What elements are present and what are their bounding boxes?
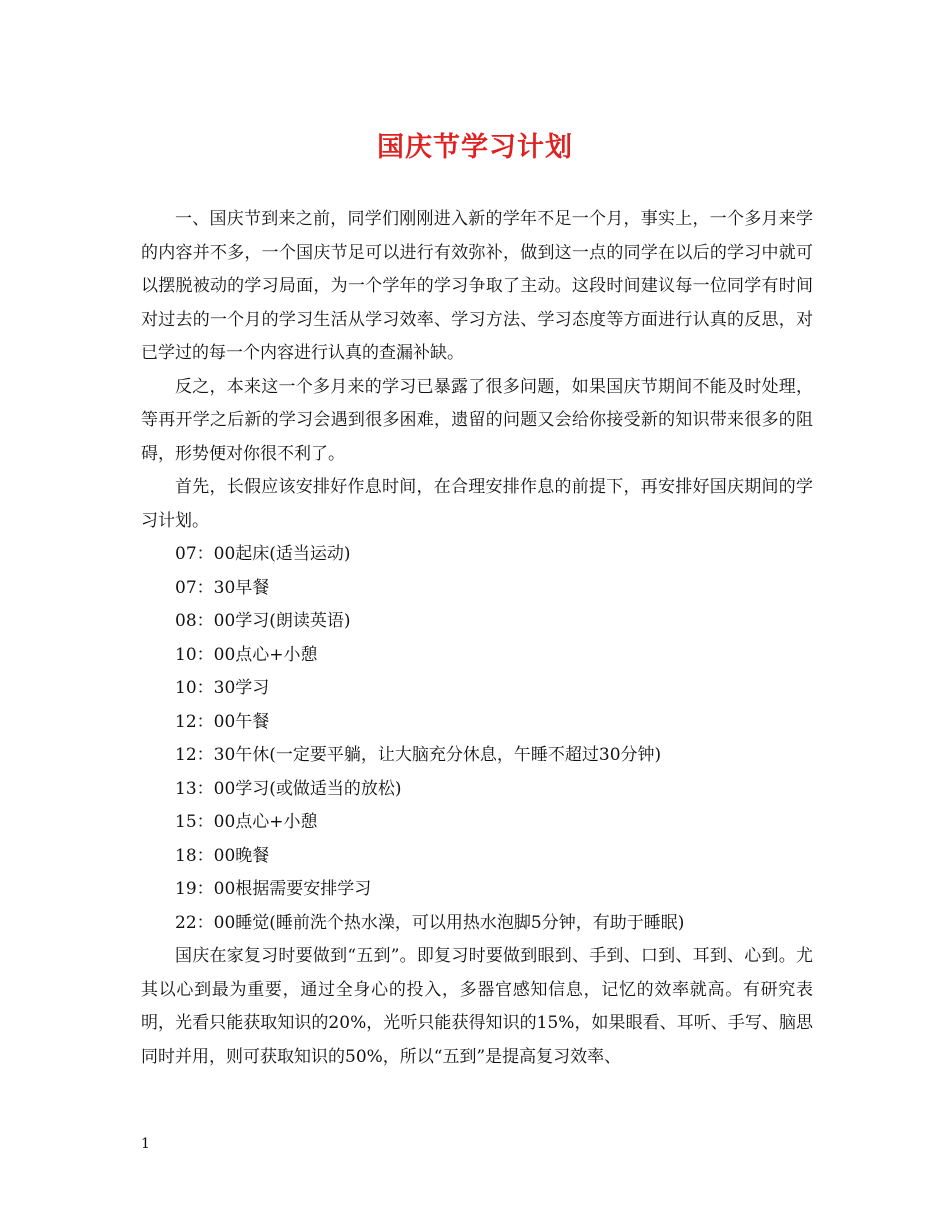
schedule-item: 19：00根据需要安排学习	[175, 879, 372, 899]
schedule-item: 15：00点心+小憩	[175, 812, 318, 832]
paragraph-intro: 一、国庆节到来之前，同学们刚刚进入新的学年不足一个月，事实上，一个多月来学的内容并不多，一个国庆节足可以进行有效弥补，做到这一点的同学在以后的学习中就可以摆脱被动的学习局面，为一个学年的学习争取了主动。这段时间建议每一位同学有时间对过去的一个月的学习生活从学习效率、学习方法、学习态度等方面进行认真的反思，对已学过的每一个内容进行认真的查漏补缺。	[141, 209, 813, 363]
paragraph-conversely: 反之，本来这一个多月来的学习已暴露了很多问题，如果国庆节期间不能及时处理，等再开学之后新的学习会遇到很多困难，遗留的问题又会给你接受新的知识带来很多的阻碍，形势便对你很不利了。	[141, 376, 813, 464]
paragraph-first: 首先，长假应该安排好作息时间，在合理安排作息的前提下，再安排好国庆期间的学习计划。	[141, 477, 813, 531]
page-title: 国庆节学习计划	[377, 132, 573, 163]
schedule-item: 18：00晚餐	[175, 845, 270, 866]
schedule-item: 10：00点心+小憩	[175, 644, 318, 665]
schedule-item: 07：00起床(适当运动)	[175, 544, 351, 564]
schedule-item: 13：00学习(或做适当的放松)	[175, 778, 402, 799]
schedule-item: 10：30学习	[175, 678, 270, 698]
schedule-item: 22：00睡觉(睡前洗个热水澡，可以用热水泡脚5分钟，有助于睡眠)	[175, 912, 685, 933]
document-body	[141, 203, 813, 1074]
paragraph-five-to: 国庆在家复习时要做到“五到”。即复习时要做到眼到、手到、口到、耳到、心到。尤其以心到最为重要，通过全身心的投入，多器官感知信息，记忆的效率就高。有研究表明，光看只能获取知识的20%，光听只能获得知识的15%，如果眼看、耳听、手写、脑思同时并用，则可获取知识的50%，所以“五到”是提高复习效率、	[141, 946, 813, 1067]
page-number: 1	[141, 1136, 150, 1152]
schedule-list	[141, 538, 813, 940]
schedule-item: 12：00午餐	[175, 711, 270, 732]
schedule-item: 07：30早餐	[175, 577, 270, 598]
schedule-item: 08：00学习(朗读英语)	[175, 611, 351, 631]
schedule-item: 12：30午休(一定要平躺，让大脑充分休息，午睡不超过30分钟)	[175, 745, 662, 765]
